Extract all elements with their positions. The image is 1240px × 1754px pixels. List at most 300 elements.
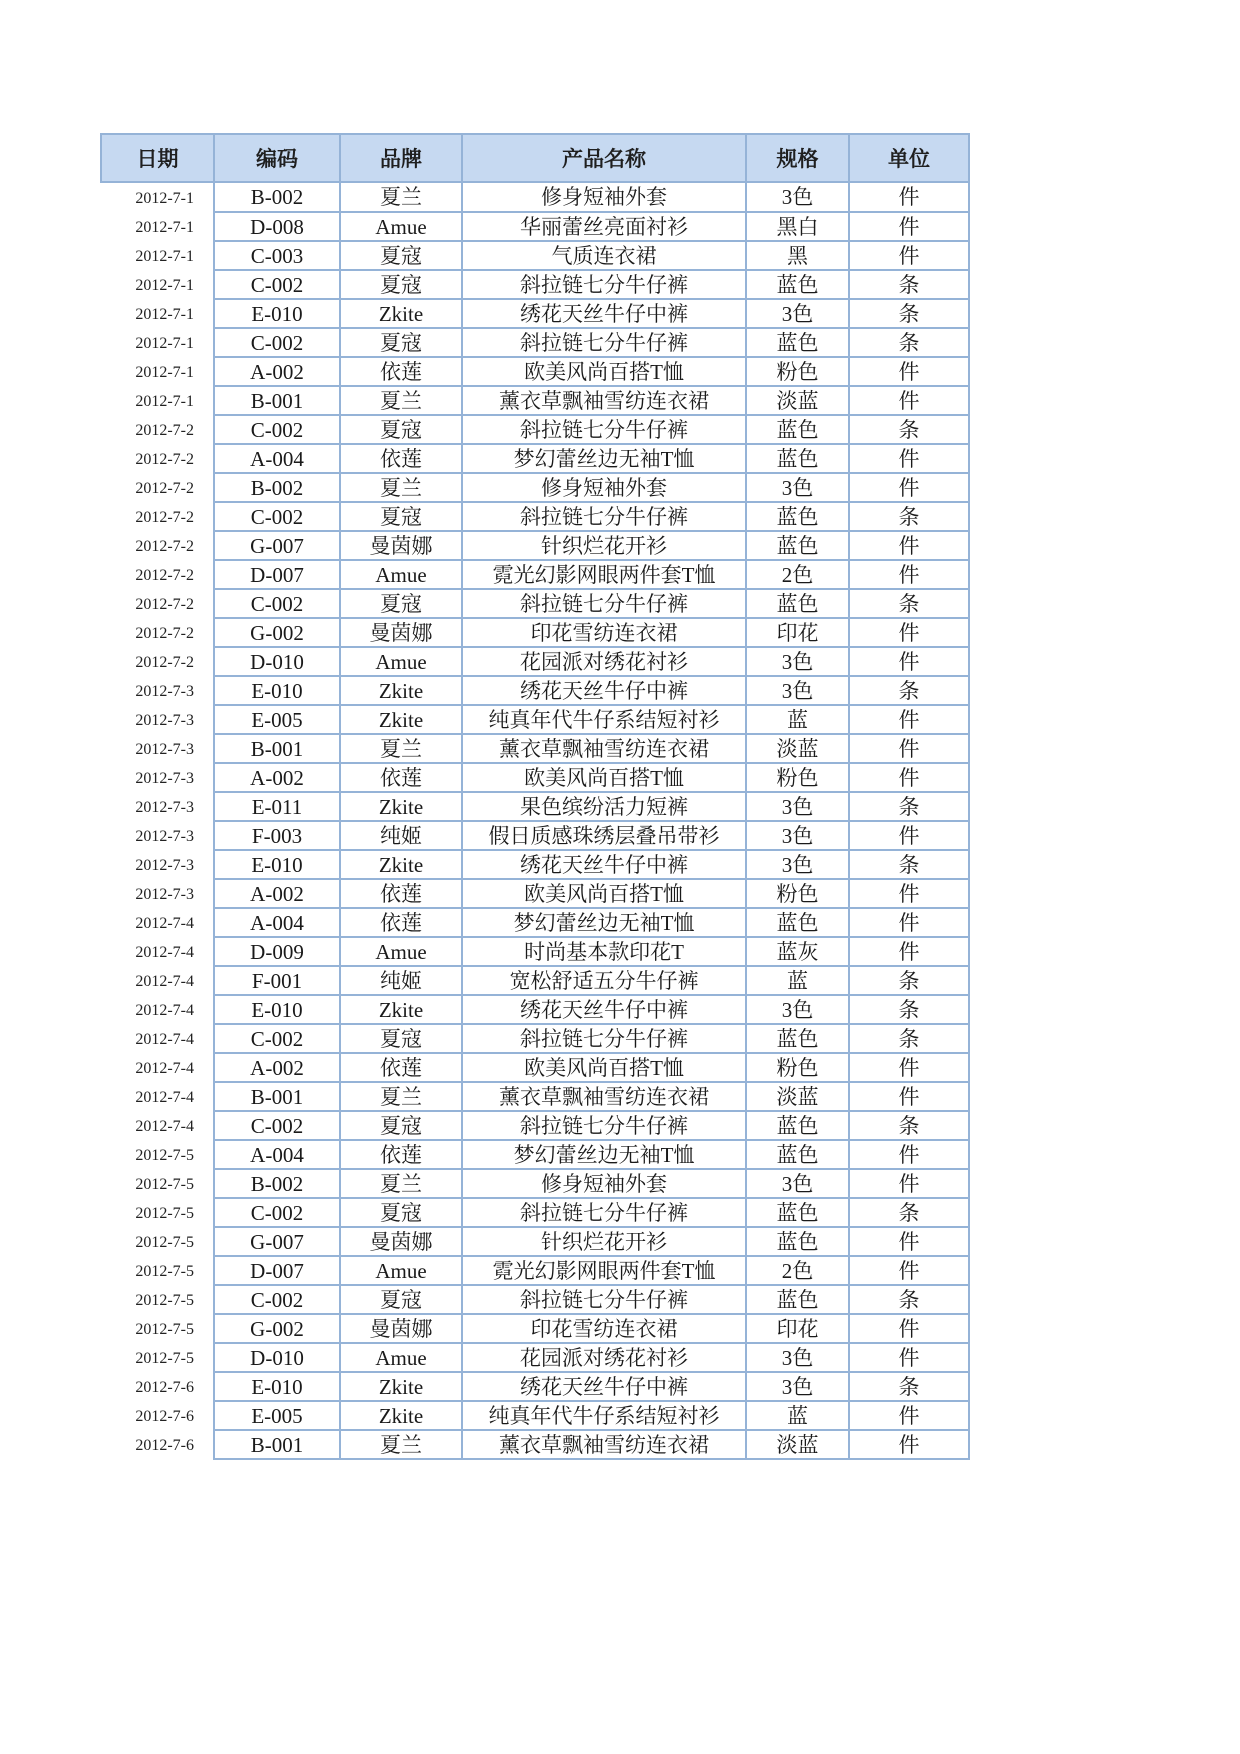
product-name-cell: 绣花天丝牛仔中裤 [462, 850, 746, 879]
date-cell: 2012-7-3 [135, 741, 194, 758]
date-cell: 2012-7-6 [135, 1437, 194, 1454]
spec-cell: 淡蓝 [746, 1430, 849, 1459]
product-name-cell: 斜拉链七分牛仔裤 [462, 1111, 746, 1140]
table-row [101, 1169, 969, 1198]
spec-cell: 淡蓝 [746, 1082, 849, 1111]
date-cell: 2012-7-4 [135, 1002, 194, 1019]
product-name-cell: 绣花天丝牛仔中裤 [462, 299, 746, 328]
date-cell: 2012-7-1 [135, 393, 194, 410]
unit-cell: 条 [849, 1372, 969, 1401]
brand-cell: 夏兰 [340, 1082, 462, 1111]
brand-cell: Amue [340, 1343, 462, 1372]
product-name-cell: 假日质感珠绣层叠吊带衫 [462, 821, 746, 850]
date-cell: 2012-7-3 [135, 683, 194, 700]
spec-cell: 3色 [746, 299, 849, 328]
brand-cell: Zkite [340, 850, 462, 879]
code-cell: E-005 [214, 705, 340, 734]
spec-cell: 3色 [746, 473, 849, 502]
table-row [101, 473, 969, 502]
code-cell: B-001 [214, 386, 340, 415]
spec-cell: 3色 [746, 1372, 849, 1401]
unit-cell: 件 [849, 357, 969, 386]
spec-cell: 3色 [746, 182, 849, 212]
brand-cell: 夏兰 [340, 386, 462, 415]
unit-cell: 条 [849, 966, 969, 995]
date-cell: 2012-7-4 [135, 915, 194, 932]
code-cell: C-002 [214, 270, 340, 299]
brand-cell: 依莲 [340, 1140, 462, 1169]
date-cell: 2012-7-2 [135, 567, 194, 584]
spec-cell: 粉色 [746, 357, 849, 386]
spec-cell: 蓝色 [746, 1227, 849, 1256]
brand-cell: 依莲 [340, 908, 462, 937]
table-row [101, 212, 969, 241]
code-cell: D-007 [214, 1256, 340, 1285]
unit-cell: 件 [849, 647, 969, 676]
unit-cell: 件 [849, 1169, 969, 1198]
table-row [101, 676, 969, 705]
spec-cell: 3色 [746, 1169, 849, 1198]
product-name-cell: 斜拉链七分牛仔裤 [462, 1198, 746, 1227]
table-row [101, 1140, 969, 1169]
code-cell: E-010 [214, 299, 340, 328]
product-name-cell: 斜拉链七分牛仔裤 [462, 502, 746, 531]
code-cell: C-002 [214, 589, 340, 618]
table-row [101, 328, 969, 357]
brand-cell: 夏寇 [340, 1198, 462, 1227]
date-cell: 2012-7-2 [135, 625, 194, 642]
brand-cell: 曼茵娜 [340, 1227, 462, 1256]
brand-cell: Amue [340, 647, 462, 676]
date-cell: 2012-7-2 [135, 509, 194, 526]
spec-cell: 3色 [746, 1343, 849, 1372]
date-cell: 2012-7-4 [135, 1060, 194, 1077]
date-cell: 2012-7-5 [135, 1292, 194, 1309]
product-name-cell: 修身短袖外套 [462, 473, 746, 502]
header-unit: 单位 [849, 134, 969, 182]
unit-cell: 条 [849, 502, 969, 531]
product-name-cell: 印花雪纺连衣裙 [462, 1314, 746, 1343]
brand-cell: 依莲 [340, 444, 462, 473]
code-cell: D-009 [214, 937, 340, 966]
unit-cell: 条 [849, 299, 969, 328]
unit-cell: 条 [849, 850, 969, 879]
date-cell: 2012-7-4 [135, 1031, 194, 1048]
date-cell: 2012-7-1 [135, 306, 194, 323]
unit-cell: 件 [849, 212, 969, 241]
code-cell: C-002 [214, 415, 340, 444]
header-code: 编码 [214, 134, 340, 182]
code-cell: A-004 [214, 444, 340, 473]
spec-cell: 蓝色 [746, 1111, 849, 1140]
code-cell: D-007 [214, 560, 340, 589]
product-name-cell: 绣花天丝牛仔中裤 [462, 995, 746, 1024]
unit-cell: 条 [849, 1024, 969, 1053]
brand-cell: 依莲 [340, 1053, 462, 1082]
brand-cell: Zkite [340, 792, 462, 821]
table-row [101, 415, 969, 444]
date-cell: 2012-7-5 [135, 1321, 194, 1338]
product-name-cell: 薰衣草飘袖雪纺连衣裙 [462, 1430, 746, 1459]
spec-cell: 粉色 [746, 879, 849, 908]
table-row [101, 1227, 969, 1256]
product-name-cell: 纯真年代牛仔系结短衬衫 [462, 1401, 746, 1430]
spec-cell: 蓝色 [746, 1285, 849, 1314]
brand-cell: 曼茵娜 [340, 618, 462, 647]
code-cell: A-002 [214, 357, 340, 386]
code-cell: A-002 [214, 1053, 340, 1082]
spec-cell: 蓝色 [746, 444, 849, 473]
product-name-cell: 花园派对绣花衬衫 [462, 1343, 746, 1372]
date-cell: 2012-7-3 [135, 770, 194, 787]
date-cell: 2012-7-1 [135, 364, 194, 381]
code-cell: C-002 [214, 1024, 340, 1053]
date-cell: 2012-7-1 [135, 248, 194, 265]
table-row [101, 1198, 969, 1227]
product-name-cell: 薰衣草飘袖雪纺连衣裙 [462, 386, 746, 415]
date-cell: 2012-7-2 [135, 451, 194, 468]
product-name-cell: 针织烂花开衫 [462, 531, 746, 560]
unit-cell: 件 [849, 879, 969, 908]
spec-cell: 蓝色 [746, 589, 849, 618]
product-name-cell: 斜拉链七分牛仔裤 [462, 1285, 746, 1314]
code-cell: B-001 [214, 1082, 340, 1111]
code-cell: A-004 [214, 908, 340, 937]
spec-cell: 蓝色 [746, 328, 849, 357]
table-row [101, 502, 969, 531]
unit-cell: 件 [849, 1314, 969, 1343]
spec-cell: 蓝色 [746, 908, 849, 937]
unit-cell: 件 [849, 1343, 969, 1372]
spec-cell: 3色 [746, 850, 849, 879]
table-row [101, 1314, 969, 1343]
unit-cell: 件 [849, 1256, 969, 1285]
code-cell: A-002 [214, 879, 340, 908]
table-row [101, 560, 969, 589]
spec-cell: 粉色 [746, 763, 849, 792]
date-cell: 2012-7-2 [135, 596, 194, 613]
spec-cell: 蓝色 [746, 1140, 849, 1169]
header-row [101, 134, 969, 182]
code-cell: B-001 [214, 734, 340, 763]
table-row [101, 1256, 969, 1285]
date-cell: 2012-7-4 [135, 1089, 194, 1106]
product-name-cell: 时尚基本款印花T [462, 937, 746, 966]
table-header [101, 134, 969, 182]
brand-cell: Amue [340, 560, 462, 589]
spec-cell: 3色 [746, 676, 849, 705]
brand-cell: 夏兰 [340, 182, 462, 212]
unit-cell: 件 [849, 734, 969, 763]
unit-cell: 件 [849, 1430, 969, 1459]
code-cell: B-002 [214, 182, 340, 212]
table-row [101, 763, 969, 792]
code-cell: E-011 [214, 792, 340, 821]
brand-cell: Zkite [340, 705, 462, 734]
date-cell: 2012-7-3 [135, 799, 194, 816]
table-row [101, 1372, 969, 1401]
product-name-cell: 修身短袖外套 [462, 1169, 746, 1198]
date-cell: 2012-7-5 [135, 1350, 194, 1367]
code-cell: C-002 [214, 1111, 340, 1140]
spec-cell: 淡蓝 [746, 386, 849, 415]
table-row [101, 734, 969, 763]
code-cell: G-002 [214, 1314, 340, 1343]
brand-cell: 夏寇 [340, 502, 462, 531]
unit-cell: 件 [849, 1140, 969, 1169]
code-cell: A-002 [214, 763, 340, 792]
unit-cell: 件 [849, 444, 969, 473]
spec-cell: 印花 [746, 1314, 849, 1343]
date-cell: 2012-7-5 [135, 1205, 194, 1222]
code-cell: C-002 [214, 328, 340, 357]
table-row [101, 444, 969, 473]
table-row [101, 1082, 969, 1111]
table-row [101, 357, 969, 386]
brand-cell: Amue [340, 1256, 462, 1285]
brand-cell: 夏寇 [340, 1024, 462, 1053]
product-name-cell: 斜拉链七分牛仔裤 [462, 415, 746, 444]
product-name-cell: 华丽蕾丝亮面衬衫 [462, 212, 746, 241]
date-cell: 2012-7-2 [135, 422, 194, 439]
product-name-cell: 纯真年代牛仔系结短衬衫 [462, 705, 746, 734]
brand-cell: 夏兰 [340, 1169, 462, 1198]
date-cell: 2012-7-2 [135, 654, 194, 671]
date-cell: 2012-7-1 [135, 190, 194, 207]
brand-cell: 纯姬 [340, 821, 462, 850]
brand-cell: Zkite [340, 676, 462, 705]
code-cell: B-001 [214, 1430, 340, 1459]
table-row [101, 1024, 969, 1053]
table-row [101, 850, 969, 879]
spec-cell: 蓝灰 [746, 937, 849, 966]
date-cell: 2012-7-1 [135, 335, 194, 352]
date-cell: 2012-7-5 [135, 1234, 194, 1251]
spec-cell: 淡蓝 [746, 734, 849, 763]
brand-cell: 夏兰 [340, 473, 462, 502]
spec-cell: 3色 [746, 792, 849, 821]
code-cell: E-010 [214, 676, 340, 705]
unit-cell: 件 [849, 618, 969, 647]
table-row [101, 1430, 969, 1459]
brand-cell: Zkite [340, 1372, 462, 1401]
unit-cell: 条 [849, 589, 969, 618]
table-row [101, 792, 969, 821]
product-name-cell: 印花雪纺连衣裙 [462, 618, 746, 647]
code-cell: C-002 [214, 502, 340, 531]
brand-cell: 夏寇 [340, 415, 462, 444]
brand-cell: 夏寇 [340, 1111, 462, 1140]
table-row [101, 995, 969, 1024]
brand-cell: 依莲 [340, 357, 462, 386]
spec-cell: 粉色 [746, 1053, 849, 1082]
brand-cell: 夏寇 [340, 270, 462, 299]
header-product-name: 产品名称 [462, 134, 746, 182]
spec-cell: 3色 [746, 821, 849, 850]
code-cell: G-007 [214, 531, 340, 560]
product-name-cell: 气质连衣裙 [462, 241, 746, 270]
date-cell: 2012-7-1 [135, 219, 194, 236]
unit-cell: 条 [849, 415, 969, 444]
header-spec: 规格 [746, 134, 849, 182]
date-cell: 2012-7-3 [135, 886, 194, 903]
spec-cell: 黑 [746, 241, 849, 270]
spec-cell: 3色 [746, 647, 849, 676]
date-cell: 2012-7-5 [135, 1176, 194, 1193]
brand-cell: 依莲 [340, 879, 462, 908]
product-name-cell: 修身短袖外套 [462, 182, 746, 212]
brand-cell: 曼茵娜 [340, 531, 462, 560]
unit-cell: 件 [849, 937, 969, 966]
unit-cell: 件 [849, 705, 969, 734]
product-name-cell: 斜拉链七分牛仔裤 [462, 270, 746, 299]
table-row [101, 1401, 969, 1430]
unit-cell: 件 [849, 386, 969, 415]
table-row [101, 618, 969, 647]
unit-cell: 件 [849, 821, 969, 850]
code-cell: B-002 [214, 1169, 340, 1198]
brand-cell: 依莲 [340, 763, 462, 792]
brand-cell: Amue [340, 212, 462, 241]
code-cell: D-008 [214, 212, 340, 241]
unit-cell: 条 [849, 328, 969, 357]
unit-cell: 条 [849, 1285, 969, 1314]
unit-cell: 件 [849, 1227, 969, 1256]
code-cell: D-010 [214, 1343, 340, 1372]
date-cell: 2012-7-6 [135, 1408, 194, 1425]
brand-cell: 夏兰 [340, 734, 462, 763]
code-cell: F-003 [214, 821, 340, 850]
code-cell: C-002 [214, 1285, 340, 1314]
date-cell: 2012-7-3 [135, 828, 194, 845]
date-cell: 2012-7-4 [135, 973, 194, 990]
product-name-cell: 针织烂花开衫 [462, 1227, 746, 1256]
code-cell: D-010 [214, 647, 340, 676]
table-row [101, 1111, 969, 1140]
product-name-cell: 果色缤纷活力短裤 [462, 792, 746, 821]
table-row [101, 1053, 969, 1082]
brand-cell: 夏寇 [340, 241, 462, 270]
date-cell: 2012-7-5 [135, 1147, 194, 1164]
unit-cell: 件 [849, 560, 969, 589]
spec-cell: 3色 [746, 995, 849, 1024]
unit-cell: 条 [849, 1198, 969, 1227]
brand-cell: Amue [340, 937, 462, 966]
spec-cell: 蓝色 [746, 415, 849, 444]
table-row [101, 241, 969, 270]
spec-cell: 蓝 [746, 966, 849, 995]
header-date: 日期 [101, 134, 214, 182]
date-cell: 2012-7-3 [135, 857, 194, 874]
table-body [101, 182, 969, 1459]
code-cell: E-005 [214, 1401, 340, 1430]
date-cell: 2012-7-1 [135, 277, 194, 294]
spec-cell: 蓝色 [746, 1198, 849, 1227]
unit-cell: 条 [849, 270, 969, 299]
table-row [101, 937, 969, 966]
product-name-cell: 斜拉链七分牛仔裤 [462, 589, 746, 618]
sales-table [100, 133, 970, 1460]
code-cell: A-004 [214, 1140, 340, 1169]
spec-cell: 蓝 [746, 1401, 849, 1430]
brand-cell: 纯姬 [340, 966, 462, 995]
spec-cell: 蓝色 [746, 270, 849, 299]
table-row [101, 589, 969, 618]
brand-cell: 夏兰 [340, 1430, 462, 1459]
date-cell: 2012-7-4 [135, 944, 194, 961]
date-cell: 2012-7-2 [135, 538, 194, 555]
brand-cell: Zkite [340, 299, 462, 328]
table-row [101, 1285, 969, 1314]
code-cell: E-010 [214, 850, 340, 879]
unit-cell: 件 [849, 531, 969, 560]
product-name-cell: 花园派对绣花衬衫 [462, 647, 746, 676]
spec-cell: 蓝色 [746, 1024, 849, 1053]
product-name-cell: 梦幻蕾丝边无袖T恤 [462, 1140, 746, 1169]
product-name-cell: 梦幻蕾丝边无袖T恤 [462, 444, 746, 473]
code-cell: C-003 [214, 241, 340, 270]
product-name-cell: 欧美风尚百搭T恤 [462, 1053, 746, 1082]
product-name-cell: 绣花天丝牛仔中裤 [462, 1372, 746, 1401]
table-row [101, 705, 969, 734]
date-cell: 2012-7-4 [135, 1118, 194, 1135]
product-name-cell: 欧美风尚百搭T恤 [462, 879, 746, 908]
product-name-cell: 霓光幻影网眼两件套T恤 [462, 560, 746, 589]
code-cell: B-002 [214, 473, 340, 502]
unit-cell: 件 [849, 908, 969, 937]
unit-cell: 件 [849, 1401, 969, 1430]
code-cell: G-002 [214, 618, 340, 647]
product-name-cell: 绣花天丝牛仔中裤 [462, 676, 746, 705]
unit-cell: 条 [849, 1111, 969, 1140]
unit-cell: 件 [849, 1082, 969, 1111]
spec-cell: 蓝 [746, 705, 849, 734]
table-row [101, 966, 969, 995]
table-row [101, 1343, 969, 1372]
date-cell: 2012-7-3 [135, 712, 194, 729]
brand-cell: 夏寇 [340, 328, 462, 357]
product-name-cell: 斜拉链七分牛仔裤 [462, 328, 746, 357]
table-row [101, 182, 969, 212]
code-cell: C-002 [214, 1198, 340, 1227]
table-row [101, 270, 969, 299]
product-name-cell: 霓光幻影网眼两件套T恤 [462, 1256, 746, 1285]
date-cell: 2012-7-2 [135, 480, 194, 497]
table-row [101, 879, 969, 908]
brand-cell: Zkite [340, 1401, 462, 1430]
brand-cell: 夏寇 [340, 1285, 462, 1314]
unit-cell: 件 [849, 1053, 969, 1082]
table-row [101, 386, 969, 415]
product-name-cell: 梦幻蕾丝边无袖T恤 [462, 908, 746, 937]
table-row [101, 299, 969, 328]
product-name-cell: 薰衣草飘袖雪纺连衣裙 [462, 734, 746, 763]
unit-cell: 条 [849, 995, 969, 1024]
brand-cell: 夏寇 [340, 589, 462, 618]
brand-cell: 曼茵娜 [340, 1314, 462, 1343]
table-row [101, 531, 969, 560]
product-name-cell: 宽松舒适五分牛仔裤 [462, 966, 746, 995]
spec-cell: 2色 [746, 560, 849, 589]
table-row [101, 821, 969, 850]
spec-cell: 2色 [746, 1256, 849, 1285]
unit-cell: 件 [849, 473, 969, 502]
code-cell: G-007 [214, 1227, 340, 1256]
unit-cell: 条 [849, 676, 969, 705]
header-brand: 品牌 [340, 134, 462, 182]
product-name-cell: 斜拉链七分牛仔裤 [462, 1024, 746, 1053]
table-row [101, 647, 969, 676]
